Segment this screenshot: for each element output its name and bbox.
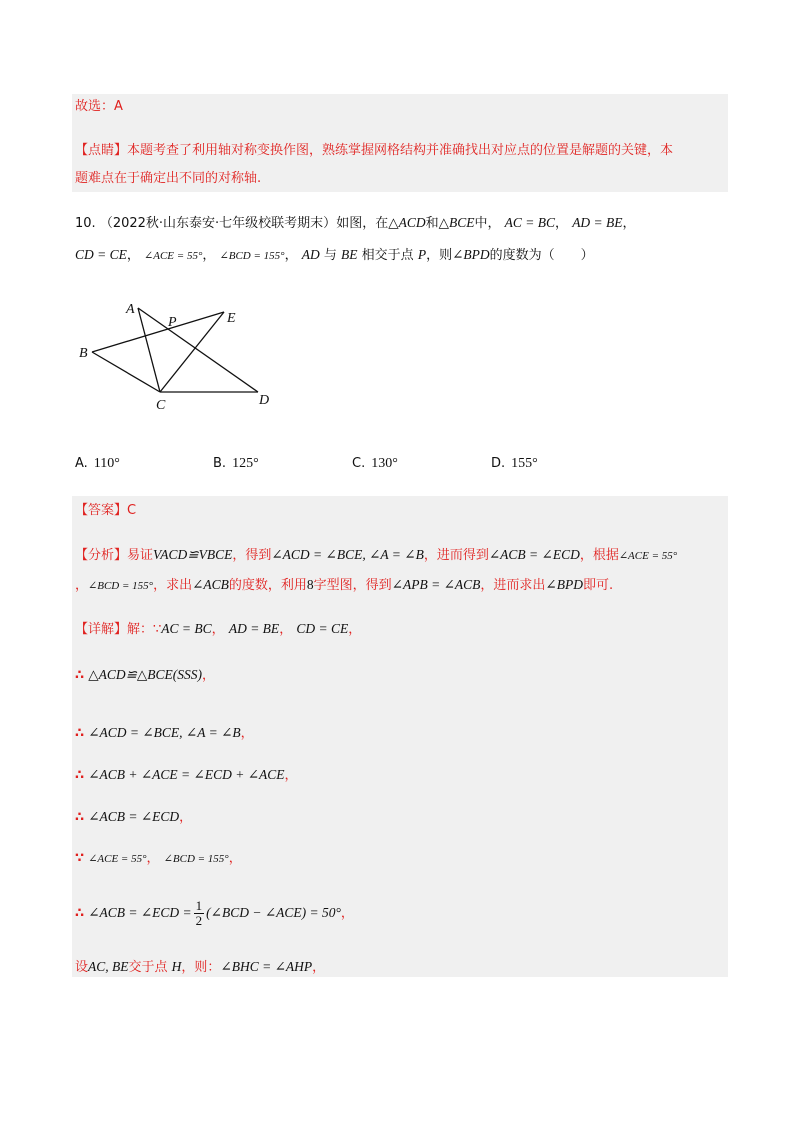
because-symbol: ∵ [75, 851, 85, 866]
detail-math: CD = CE [296, 621, 349, 636]
condition-cd-ce: CD = CE [75, 247, 127, 262]
analysis-math: ∠ACD = ∠BCE, ∠A = ∠B [271, 547, 424, 562]
conclusion-text: 故选：A [75, 99, 123, 114]
detail-text: ，则： [181, 960, 221, 975]
analysis-math: ∠ACB [192, 577, 229, 592]
separator: ， [622, 216, 636, 231]
analysis-text: 即可. [582, 578, 614, 593]
analysis-math: VACD≌VBCE [153, 547, 233, 562]
detail-line-6 [75, 850, 242, 868]
segment-b-c [92, 352, 160, 392]
option-b[interactable] [213, 456, 259, 472]
option-letter: B. [213, 456, 227, 471]
analysis-math: ∠BPD [545, 577, 583, 592]
label-d: D [259, 393, 270, 408]
detail-line-3 [75, 724, 254, 743]
separator: ， [240, 726, 254, 741]
detail-math: H [171, 959, 182, 974]
option-value: 110° [93, 456, 120, 471]
analysis-tag: 【分析】 [75, 548, 128, 563]
question-source: （2022秋·山东泰安·七年级校联考期末） [99, 216, 337, 231]
analysis-text: ，求出 [153, 578, 193, 593]
separator: ， [340, 906, 354, 921]
comment-text-1: 本题考查了利用轴对称变换作图，熟练掌握网格结构并准确找出对应点的位置是解题的关键，本 [127, 143, 674, 158]
question-line-2 [75, 246, 594, 265]
detail-text: 设 [75, 960, 89, 975]
option-letter: C. [352, 456, 366, 471]
separator: ， [211, 622, 225, 637]
detail-math: AC = BC [161, 621, 212, 636]
answer-tag: 【答案】 [75, 503, 128, 518]
question-text: 如图，在 [336, 216, 389, 231]
detail-line-7 [75, 896, 354, 931]
detail-math: AD = BE [228, 621, 280, 636]
fraction-denominator: 2 [195, 913, 203, 928]
detail-line-1 [75, 620, 361, 639]
angle-bcd: ∠BCD = 155° [219, 250, 285, 262]
option-letter: A. [75, 456, 88, 471]
fraction-one-half [194, 899, 205, 928]
separator: ， [202, 668, 216, 683]
detail-math: △ACD≌△BCE(SSS) [88, 667, 203, 682]
analysis-text: ，进而得到 [423, 548, 489, 563]
separator: ， [312, 960, 326, 975]
label-c: C [156, 398, 166, 413]
analysis-line-2 [75, 576, 613, 595]
detail-math: ∠BCD = 155° [163, 853, 229, 865]
option-value: 125° [232, 456, 259, 471]
option-value: 155° [511, 456, 538, 471]
separator: ， [228, 851, 242, 866]
detail-line-2 [75, 666, 215, 685]
question-text: 与 [323, 248, 337, 263]
answer-value: C [127, 503, 137, 518]
fraction-numerator: 1 [195, 898, 203, 913]
analysis-line-1 [75, 546, 677, 565]
segment-be: BE [341, 247, 358, 262]
question-text: 的度数为（ ） [489, 248, 594, 263]
analysis-text: ，进而求出 [480, 578, 546, 593]
detail-math: ∠ACE = 55° [88, 853, 147, 865]
detail-line-4 [75, 766, 298, 785]
option-value: 130° [371, 456, 398, 471]
detail-tag: 【详解】 [75, 622, 128, 637]
detail-math: AC, BE [88, 959, 129, 974]
separator: ， [202, 248, 216, 263]
detail-line-5 [75, 808, 192, 827]
analysis-text: 易证 [127, 548, 154, 563]
detail-math: (∠BCD − ∠ACE) = 50° [206, 905, 341, 920]
therefore-symbol: ∴ [75, 810, 85, 825]
label-b: B [79, 346, 88, 361]
segment-ad: AD [301, 247, 320, 262]
question-text: 中， [474, 216, 501, 231]
label-p: P [168, 315, 177, 330]
separator: ， [348, 622, 362, 637]
analysis-text: ， [75, 578, 89, 593]
analysis-math: ∠ACB = ∠ECD [488, 547, 580, 562]
detail-line-8 [75, 958, 325, 977]
comment-tag: 【点睛】 [75, 143, 128, 158]
condition-ad-be: AD = BE [572, 215, 623, 230]
therefore-symbol: ∴ [75, 726, 85, 741]
separator: ， [179, 810, 193, 825]
analysis-math: 8 [306, 577, 314, 592]
analysis-text: 字型图，得到 [313, 578, 392, 593]
comment-text-2: 题难点在于确定出不同的对称轴. [75, 171, 262, 186]
angle-ace: ∠ACE = 55° [144, 250, 203, 262]
point-p: P [417, 247, 427, 262]
question-text: 和 [425, 216, 439, 231]
condition-ac-bc: AC = BC [504, 215, 556, 230]
therefore-symbol: ∴ [75, 668, 85, 683]
analysis-text: 的度数，利用 [228, 578, 307, 593]
question-text: 相交于点 [361, 248, 414, 263]
analysis-math: ∠APB = ∠ACB [391, 577, 481, 592]
triangle-acd: △ACD [388, 215, 426, 230]
separator: ， [555, 216, 569, 231]
separator: ， [284, 248, 298, 263]
segment-a-d [138, 308, 258, 392]
option-letter: D. [491, 456, 506, 471]
segment-b-e [92, 312, 224, 352]
detail-math: ∠ACB = ∠ECD = [88, 905, 192, 920]
therefore-symbol: ∴ [75, 768, 85, 783]
analysis-text: ，得到 [232, 548, 272, 563]
detail-math: ∠BHC = ∠AHP [220, 959, 313, 974]
therefore-symbol: ∴ [75, 906, 85, 921]
detail-text: 交于点 [128, 960, 168, 975]
answer-line [75, 502, 136, 520]
analysis-math: ∠ACE = 55° [618, 550, 678, 562]
comment-line-1 [75, 142, 673, 160]
triangle-bce: △BCE [438, 215, 475, 230]
separator: ， [279, 622, 293, 637]
detail-math: ∠ACB = ∠ECD [88, 809, 180, 824]
option-d[interactable] [491, 456, 538, 472]
question-number: 10. [75, 216, 96, 231]
conclusion-line [75, 98, 123, 116]
detail-math: ∠ACD = ∠BCE, ∠A = ∠B [88, 725, 241, 740]
angle-bpd: ∠BPD [452, 247, 490, 262]
label-a: A [126, 302, 135, 317]
option-c[interactable] [352, 456, 398, 472]
comment-line-2 [75, 170, 261, 188]
detail-text: 解：∵ [127, 622, 162, 637]
separator: ， [126, 248, 140, 263]
detail-math: ∠ACB + ∠ACE = ∠ECD + ∠ACE [88, 767, 285, 782]
question-text: ，则 [426, 248, 453, 263]
separator: ， [146, 851, 160, 866]
label-e: E [227, 311, 236, 326]
option-a[interactable] [75, 456, 120, 472]
question-line-1 [75, 214, 636, 233]
analysis-text: ，根据 [579, 548, 619, 563]
separator: ， [284, 768, 298, 783]
analysis-math: ∠BCD = 155° [88, 580, 154, 592]
geometry-figure [72, 296, 282, 416]
